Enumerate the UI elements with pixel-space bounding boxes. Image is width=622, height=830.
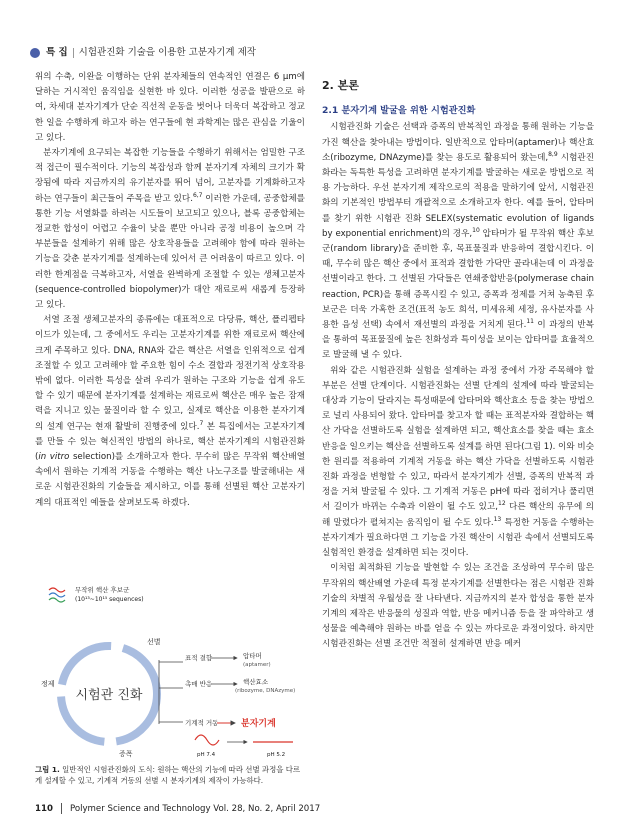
text-run: 위와 같은 시험관진화 실험을 설계하는 과정 중에서 가장 주목해야 할 부분은 선별 단계이다. 시험관진화는 선별 단계의 설계에 따라 발굴되는 대상과 기능이 달라지는 특성때문에 압타머와 핵산효소 등을 찾는 방법으로 널리 사용되어 왔다. 압타머를 찾고자 할 때는 표적분자와 결합하는 핵산 가닥을 선별하도록 실험을 설계하면 되고, 핵산효소를 찾을 때는 효소 반응을 일으키는 핵산을 선별하도록 설계를 하면 된다(그림 1). 이와 비슷한 원리를 적용하여 기계적 거동을 하는 핵산 가닥을 선별하도록 시험관진화 과정을 변형할 수 있고, 따라서 분자기계가 선별, 증폭의 반복적 과정을 거쳐 발굴될 수 있다. 그 기계적 거동은 pH에 따라 접히거나 풀리면서 길이가 바뀌는 수축과 이완이 될 수도 있고, bbox=[322, 365, 594, 513]
aptamer-label: 압타머 bbox=[243, 652, 262, 660]
catalysis-label: 촉매 반응 bbox=[185, 680, 213, 688]
header-divider bbox=[73, 48, 74, 58]
amplify-label: 증폭 bbox=[119, 750, 133, 758]
right-column bbox=[322, 70, 594, 653]
text-run: 서열 조절 생체고분자의 종류에는 대표적으로 다당류, 핵산, 폴리펩타이드가 있는데, 그 중에서도 우리는 고분자기계를 위한 재료로써 핵산에 크게 주목하고 있다. DNA, RNA와 같은 핵산은 서열을 인위적으로 쉽게 조절할 수 있고 고려해야 할 주요한 힘이 수소 결합과 정전기적 상호작용 밖에 없다. 이러한 특성을 살려 우리가 원하는 구조와 기능을 쉽게 유도할 수 있기 때문에 분자기계를 설계하는 재료로써 핵산은 매우 높은 잠재력을 지니고 있는 물질이라 할 수 있고, 실제로 핵산을 이용한 분자기계의 설계 연구는 현재 활발히 진행중에 있다. bbox=[35, 315, 305, 432]
header-title: 시험관진화 기술을 이용한 고분자기계 제작 bbox=[78, 47, 256, 58]
text-run: 시험관진화라는 독특한 특성을 고려하면 분자기계를 발굴하는 새로운 방법으로 적용 가능하다. 우선 분자기계 제작으로의 적용을 말하기에 앞서, 시험관진화의 기본적인 방법부터 개괄적으로 소개하고자 한다. 예를 들어, 압타머를 찾기 위한 시험관 진화 SELEX(systematic evolution of ligands by exponential enrichment)의 경우, bbox=[322, 152, 594, 239]
paragraph: 위의 수축, 이완을 이행하는 단위 분자체들의 연속적인 연결은 6 μm에 달하는 거시적인 움직임을 실현한 바 있다. 이러한 성공을 발판으로 하여, 차세대 분자기계가 단순 직선적 운동을 벗어나 더욱더 복잡하고 정교한 일을 수행하게 하고자 하는 연구들에 현 과학계는 많은 관심을 기울이고 있다. bbox=[35, 72, 305, 143]
text-run: in vitro bbox=[38, 452, 70, 463]
ph-label: pH 5.2 bbox=[267, 752, 286, 758]
paragraph bbox=[35, 313, 305, 511]
ph-label: pH 7.4 bbox=[197, 752, 216, 758]
library-sub-label: (10¹³~10¹⁵ sequences) bbox=[75, 596, 144, 603]
caption-label: 그림 1. bbox=[35, 765, 60, 774]
paragraph bbox=[35, 146, 305, 313]
mech-label: 기계적 거동 bbox=[185, 719, 219, 727]
subsection-heading: 2.1 분자기계 발굴을 위한 시험관진화 bbox=[322, 105, 476, 117]
reference: 6,7 bbox=[192, 191, 203, 199]
text-run: 이 과정의 반복을 통하여 목표물질에 높은 친화성과 특이성을 보이는 압타머를 효율적으로 발굴해 낼 수 있다. bbox=[322, 320, 594, 361]
running-header bbox=[30, 44, 590, 62]
enzyme-en-label: (ribozyme, DNAzyme) bbox=[235, 688, 296, 694]
footer-divider bbox=[61, 803, 62, 814]
aptamer-en-label: (aptamer) bbox=[243, 662, 271, 668]
selection-cycle-diagram bbox=[35, 582, 307, 762]
center-label: 시험관 진화 bbox=[75, 688, 143, 703]
reference: 8,9 bbox=[548, 150, 558, 158]
text-run: 다른 핵산의 유무에 의해 말렸다가 펼쳐지는 움직임이 될 수도 있다. bbox=[322, 502, 594, 528]
text-run: 분자기계에 요구되는 복잡한 기능들을 수행하기 위해서는 엄밀한 구조적 접근이 필수적이다. 기능의 복잡성과 함께 분자기계 자체의 크기가 확장됨에 따라 지금까지의 유기분자를 뛰어 넘어, 고분자를 기계화하고자 하는 연구들이 최근들어 주목을 받고 있다. bbox=[35, 148, 305, 204]
page-number: 110 bbox=[35, 804, 53, 814]
reference: 10 bbox=[472, 226, 480, 234]
paragraph bbox=[322, 120, 594, 363]
paragraph bbox=[322, 364, 594, 562]
target-bind-label: 표적 결합 bbox=[185, 654, 213, 662]
left-column bbox=[35, 70, 305, 511]
random-library bbox=[49, 585, 144, 603]
figure-1 bbox=[35, 582, 307, 762]
enzyme-label: 핵산효소 bbox=[243, 678, 269, 686]
text-run: selection)를 소개하고자 한다. 무수히 많은 무작위 핵산배열 속에서 원하는 기계적 거동을 수행하는 핵산 나노구조를 발굴해내는 새로운 시험관진화의 기술들을 제시하고, 이를 통해 선별된 핵산 고분자기계의 대표적인 예들을 살펴보도록 하겠다. bbox=[35, 452, 305, 508]
reference: 11 bbox=[526, 318, 534, 326]
page-footer bbox=[35, 803, 320, 814]
folded-strand-icon bbox=[195, 735, 219, 745]
select-label: 선별 bbox=[147, 638, 161, 646]
reference: 12 bbox=[498, 500, 506, 508]
text-run: 압타머가 될 무작위 핵산 후보군(random library)을 준비한 후, 목표물질과 반응하여 결합시킨다. 이 때, 무수히 많은 핵산 중에서 표적과 결합한 가닥만 골라내는데 이 과정을 선별이라고 한다. 그 선별된 가닥들은 연쇄중합반응(polymerase chain reaction, PCR)을 통해 증폭시킬 수 있고, 증폭과 정제를 거쳐 농축된 후보군은 더욱 가혹한 조건(표적 농도 희석, 미세유체 세정, 유사분자를 사용한 음성 선택) 속에서 재선별의 과정을 거치게 된다. bbox=[322, 228, 594, 331]
text-run: 특정한 거동을 수행하는 분자기계가 필요하다면 그 기능을 가진 핵산이 시험관 속에서 선별되도록 실험적인 환경을 설계하면 되는 것이다. bbox=[322, 517, 594, 559]
reference: 13 bbox=[493, 515, 502, 523]
library-label: 무작위 핵산 후보군 bbox=[75, 586, 130, 594]
section-label: 특 집 bbox=[46, 47, 68, 58]
text-run: 본 특집에서는 고분자기계를 만들 수 있는 혁신적인 방법의 하나로, 핵산 분자기계의 시험관진화( bbox=[35, 421, 306, 463]
caption-text: 일반적인 시험관진화의 도식: 원하는 핵산의 기능에 따라 선별 과정을 다르게 설계할 수 있고, 기계적 거동의 선별 시 분자기계의 제작이 가능하다. bbox=[35, 765, 300, 785]
reference: 7 bbox=[199, 419, 204, 427]
paragraph: 이처럼 최적화된 기능을 발현할 수 있는 조건을 조성하여 무수히 많은 무작위의 핵산배열 가운데 특정 분자기계를 선별한다는 점은 시험관 진화기술의 차별적 우월성을 잘 나타낸다. 지금까지의 분자 합성을 통한 분자기계의 제작은 반응물의 성질과 역할, 반응 메커니즘 등을 잘 파악하고 생성물을 예측해야 원하는 바를 얻을 수 있는 까다로운 과정이었다. 하지만 시험관진화는 선별 조건만 적절히 설계하면 반응 메커 bbox=[322, 563, 594, 650]
section-bullet-icon bbox=[30, 48, 40, 58]
journal-info: Polymer Science and Technology Vol. 28, No. 2, April 2017 bbox=[69, 804, 321, 814]
section-heading: 2. 본론 bbox=[322, 79, 359, 92]
text-run: 이러한 가운데, 공중합체를 통한 기능 서열화를 하려는 시도들이 보고되고 있으나, 블록 공중합체는 정교한 합성이 어렵고 수율이 낮을 뿐만 아니라 공정 비용이 높으며 각 부분들을 설계하기 위해 많은 상호작용들을 고려해야 함에 따라 원하는 기능을 갖춘 분자기계를 설계하는데 있어서 큰 어려움이 따르고 있다. 이러한 한계점을 극복하고자, 서열을 완벽하게 조절할 수 있는 생체고분자(sequence-controlled biopolymer)가 대안 재료로써 새롭게 등장하고 있다. bbox=[35, 193, 305, 311]
machine-label: 분자기계 bbox=[241, 719, 276, 729]
text-run: 시험관진화 기술은 선택과 증폭의 반복적인 과정을 통해 원하는 기능을 가진 핵산을 찾아내는 방법이다. 일반적으로 압타머(aptamer)나 핵산효소(ribozyme, DNAzyme)를 찾는 용도로 활용되어 왔는데, bbox=[322, 122, 594, 163]
figure-caption bbox=[35, 764, 307, 786]
purify-label: 정제 bbox=[41, 680, 55, 688]
